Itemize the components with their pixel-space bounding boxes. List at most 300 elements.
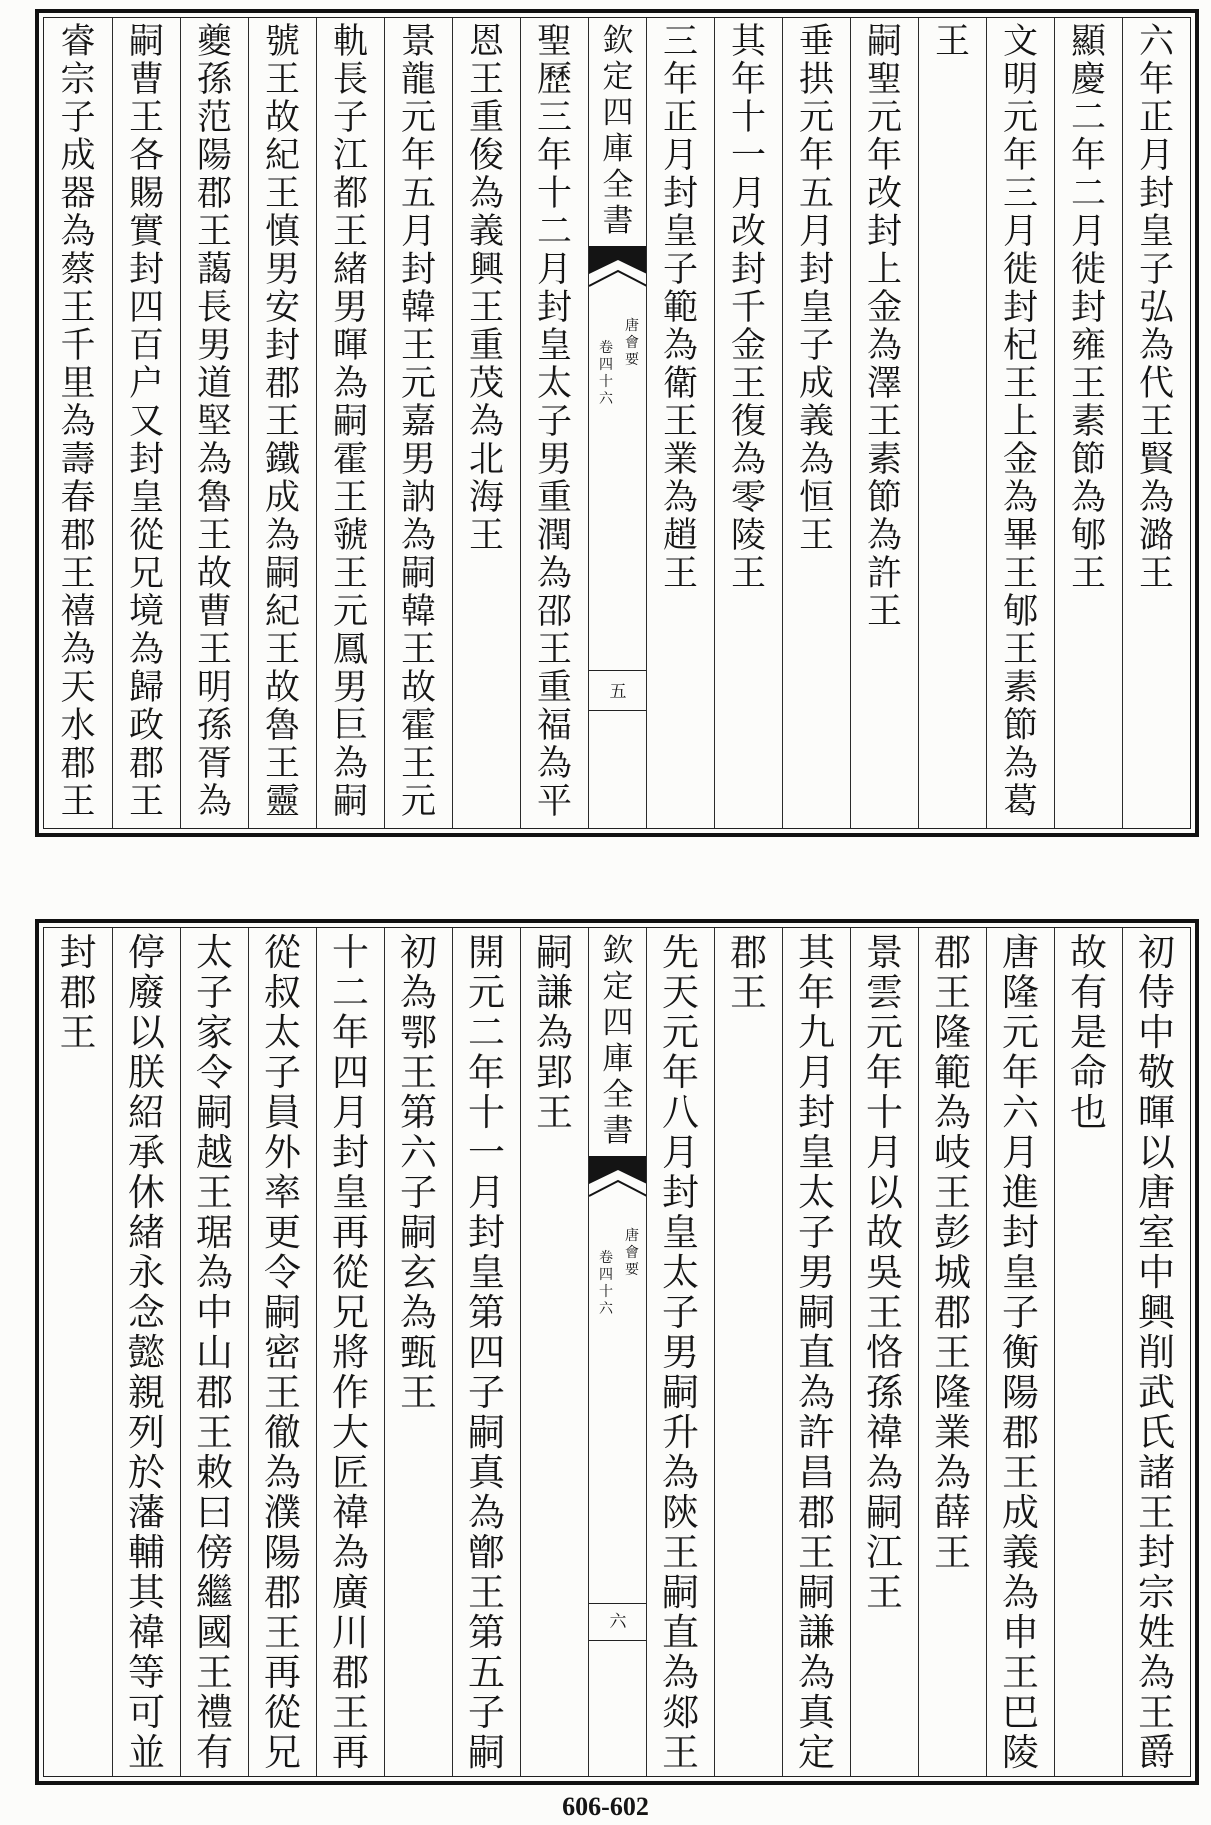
glyph: 元 (866, 1011, 903, 1054)
glyph: 顯 (1070, 22, 1106, 62)
glyph: 皇 (468, 1251, 505, 1294)
glyph: 傍 (196, 1531, 233, 1574)
text-column (112, 928, 180, 1776)
glyph: 郡 (332, 1651, 369, 1694)
glyph: 密 (264, 1331, 301, 1374)
glyph: 王 (866, 1571, 903, 1614)
glyph: 郡 (730, 931, 767, 974)
glyph: 王 (1002, 364, 1038, 404)
glyph: 歸 (128, 668, 164, 708)
glyph: 六 (599, 1301, 613, 1317)
glyph: 令 (264, 1251, 301, 1294)
glyph: 開 (468, 931, 505, 974)
glyph: 年 (1070, 136, 1106, 176)
glyph: 唐 (1138, 1171, 1175, 1214)
glyph: 素 (1070, 402, 1106, 442)
glyph: 王 (934, 1171, 971, 1214)
glyph: 王 (1138, 554, 1174, 594)
glyph: 年 (1138, 60, 1174, 100)
banner-column (588, 18, 646, 828)
glyph: 五 (400, 174, 436, 214)
glyph: 月 (866, 1131, 903, 1174)
glyph: 郯 (662, 1691, 699, 1734)
glyph: 二 (1070, 174, 1106, 214)
glyph: 器 (60, 174, 96, 214)
glyph: 藹 (196, 250, 232, 290)
glyph: 年 (1002, 136, 1038, 176)
glyph: 暉 (1138, 1091, 1175, 1134)
glyph: 年 (798, 971, 835, 1014)
glyph: 澤 (866, 364, 902, 404)
leaf-number: 五 (609, 682, 627, 702)
glyph: 封 (730, 250, 766, 290)
glyph: 蔡 (60, 250, 96, 290)
glyph: 睿 (60, 22, 96, 62)
glyph: 慶 (1070, 60, 1106, 100)
glyph: 一 (730, 136, 766, 176)
glyph: 直 (662, 1611, 699, 1654)
glyph: 定 (798, 1731, 835, 1774)
glyph: 宗 (60, 60, 96, 100)
glyph: 敕 (196, 1451, 233, 1494)
glyph: 中 (196, 1291, 233, 1334)
glyph: 為 (866, 516, 902, 556)
glyph: 靈 (264, 782, 300, 822)
glyph: 以 (866, 1171, 903, 1214)
glyph: 十 (599, 374, 613, 390)
glyph: 子 (1002, 1291, 1039, 1334)
glyph: 聖 (866, 60, 902, 100)
glyph: 男 (332, 668, 368, 708)
glyph: 王 (1002, 630, 1038, 670)
glyph: 徙 (1002, 250, 1038, 290)
glyph: 封 (536, 288, 572, 328)
glyph: 王 (264, 1611, 301, 1654)
glyph: 政 (128, 706, 164, 746)
glyph: 紀 (264, 136, 300, 176)
glyph: 皇 (536, 326, 572, 366)
column-text (715, 23, 782, 593)
glyph: 道 (196, 364, 232, 404)
glyph: 王 (264, 60, 300, 100)
glyph: 王 (468, 60, 504, 100)
glyph: 魯 (264, 706, 300, 746)
glyph: 唐 (625, 318, 639, 334)
glyph: 嗣 (866, 1491, 903, 1534)
text-column (714, 18, 782, 828)
glyph: 從 (264, 1691, 301, 1734)
glyph: 千 (730, 288, 766, 328)
glyph: 長 (196, 288, 232, 328)
banner-book-title (619, 318, 645, 369)
glyph: 六 (1138, 22, 1174, 62)
glyph: 胥 (196, 744, 232, 784)
glyph: 衛 (662, 364, 698, 404)
glyph: 陵 (730, 516, 766, 556)
glyph: 嗣 (264, 1291, 301, 1334)
glyph: 春 (60, 478, 96, 518)
glyph: 封 (866, 212, 902, 252)
glyph: 輔 (128, 1531, 165, 1574)
glyph: 重 (536, 478, 572, 518)
glyph: 水 (60, 706, 96, 746)
glyph: 全 (602, 1077, 634, 1113)
text-column (1054, 928, 1122, 1776)
glyph: 元 (798, 98, 834, 138)
text-column (112, 18, 180, 828)
glyph: 嗣 (468, 1731, 505, 1774)
banner-title (589, 23, 646, 239)
column-text (987, 23, 1054, 821)
glyph: 王 (866, 402, 902, 442)
glyph: 安 (264, 288, 300, 328)
glyph: 月 (1138, 136, 1174, 176)
glyph: 重 (468, 326, 504, 366)
glyph: 封 (128, 250, 164, 290)
column-text (851, 23, 918, 631)
glyph: 月 (798, 1051, 835, 1094)
glyph: 月 (798, 212, 834, 252)
glyph: 太 (196, 931, 233, 974)
column-text (521, 23, 588, 821)
glyph: 昌 (798, 1451, 835, 1494)
column-text (44, 933, 112, 1053)
column-text (453, 23, 520, 555)
glyph: 王 (264, 1371, 301, 1414)
glyph: 為 (662, 478, 698, 518)
column-text (1123, 23, 1190, 593)
glyph: 王 (1138, 1691, 1175, 1734)
glyph: 申 (1002, 1611, 1039, 1654)
glyph: 嗣 (332, 402, 368, 442)
glyph: 其 (128, 1571, 165, 1614)
glyph: 改 (730, 212, 766, 252)
glyph: 卷 (599, 1250, 613, 1266)
text-column (452, 18, 520, 828)
glyph: 年 (798, 136, 834, 176)
glyph: 岐 (934, 1131, 971, 1174)
glyph: 王 (400, 630, 436, 670)
glyph: 恪 (866, 1331, 903, 1374)
glyph: 王 (332, 1691, 369, 1734)
glyph: 唐 (1002, 931, 1039, 974)
glyph: 王 (934, 971, 971, 1014)
glyph: 王 (536, 630, 572, 670)
glyph: 上 (866, 250, 902, 290)
glyph: 故 (866, 1211, 903, 1254)
glyph: 暉 (332, 326, 368, 366)
glyph: 諸 (1138, 1451, 1175, 1494)
glyph: 有 (196, 1731, 233, 1774)
glyph: 郡 (60, 516, 96, 556)
glyph: 是 (1070, 1011, 1107, 1054)
glyph: 元 (1002, 98, 1038, 138)
glyph: 子 (1138, 250, 1174, 290)
banner-volume (593, 340, 619, 408)
glyph: 復 (730, 402, 766, 442)
glyph: 四 (599, 357, 613, 373)
lower-leaf (35, 919, 1199, 1785)
glyph: 皇 (1002, 1251, 1039, 1294)
glyph: 韓 (400, 592, 436, 632)
glyph: 景 (866, 931, 903, 974)
glyph: 重 (468, 98, 504, 138)
glyph: 皇 (798, 1131, 835, 1174)
glyph: 故 (264, 98, 300, 138)
column-text (385, 933, 452, 1413)
glyph: 三 (536, 98, 572, 138)
glyph: 故 (400, 668, 436, 708)
glyph: 故 (196, 554, 232, 594)
glyph: 天 (60, 668, 96, 708)
column-text (113, 933, 180, 1773)
glyph: 嗣 (400, 554, 436, 594)
fishtail-mark (589, 246, 646, 288)
glyph: 嗣 (798, 1571, 835, 1614)
glyph: 王 (196, 212, 232, 252)
glyph: 嗣 (400, 1211, 437, 1254)
glyph: 子 (332, 98, 368, 138)
text-column (180, 928, 248, 1776)
glyph: 直 (798, 1331, 835, 1374)
glyph: 川 (332, 1611, 369, 1654)
glyph: 郡 (196, 174, 232, 214)
glyph: 為 (866, 1451, 903, 1494)
glyph: 節 (1070, 440, 1106, 480)
column-text (919, 933, 986, 1573)
glyph: 為 (468, 1491, 505, 1534)
glyph: 孫 (866, 1371, 903, 1414)
glyph: 子 (536, 402, 572, 442)
glyph: 外 (264, 1131, 301, 1174)
glyph: 八 (662, 1091, 699, 1134)
glyph: 元 (866, 98, 902, 138)
glyph: 為 (730, 440, 766, 480)
text-column (1122, 928, 1190, 1776)
glyph: 為 (1002, 744, 1038, 784)
fishtail-mark (589, 1156, 646, 1198)
glyph: 孫 (196, 706, 232, 746)
glyph: 年 (1002, 1051, 1039, 1094)
glyph: 許 (866, 554, 902, 594)
glyph: 為 (866, 326, 902, 366)
glyph: 年 (662, 1051, 699, 1094)
text-column (986, 928, 1054, 1776)
leaf-number: 六 (609, 1612, 627, 1632)
glyph: 王 (264, 744, 300, 784)
upper-leaf-frame (43, 17, 1191, 829)
glyph: 為 (1002, 1571, 1039, 1614)
glyph: 月 (536, 250, 572, 290)
glyph: 龍 (400, 60, 436, 100)
glyph: 欽 (602, 23, 634, 59)
column-text (647, 23, 714, 593)
glyph: 節 (866, 478, 902, 518)
glyph: 陽 (196, 136, 232, 176)
glyph: 聖 (536, 22, 572, 62)
glyph: 元 (662, 1011, 699, 1054)
glyph: 休 (128, 1171, 165, 1214)
glyph: 興 (1138, 1291, 1175, 1334)
glyph: 山 (196, 1331, 233, 1374)
text-column (248, 928, 316, 1776)
glyph: 海 (468, 478, 504, 518)
glyph: 王 (400, 744, 436, 784)
glyph: 為 (1138, 478, 1174, 518)
glyph: 十 (866, 1091, 903, 1134)
glyph: 明 (1002, 60, 1038, 100)
glyph: 以 (128, 1011, 165, 1054)
glyph: 再 (332, 1211, 369, 1254)
glyph: 越 (196, 1131, 233, 1174)
glyph: 隆 (934, 1371, 971, 1414)
glyph: 弘 (1138, 288, 1174, 328)
glyph: 百 (128, 326, 164, 366)
glyph: 第 (468, 1611, 505, 1654)
glyph: 王 (400, 326, 436, 366)
glyph: 實 (128, 212, 164, 252)
glyph: 鄂 (400, 1011, 437, 1054)
glyph: 子 (264, 1051, 301, 1094)
glyph: 封 (59, 931, 97, 974)
glyph: 王 (662, 554, 698, 594)
glyph: 月 (468, 1171, 505, 1214)
text-column (986, 18, 1054, 828)
glyph: 皇 (332, 1171, 369, 1214)
glyph: 封 (798, 250, 834, 290)
glyph: 江 (866, 1531, 903, 1574)
glyph: 男 (196, 326, 232, 366)
glyph: 郡 (798, 1491, 835, 1534)
glyph: 子 (662, 250, 698, 290)
banner-book-title (619, 1228, 645, 1279)
glyph: 並 (128, 1731, 165, 1774)
glyph: 為 (332, 1531, 369, 1574)
glyph: 王 (934, 1331, 971, 1374)
glyph: 將 (332, 1331, 369, 1374)
glyph: 四 (128, 288, 164, 328)
glyph: 為 (1002, 478, 1038, 518)
glyph: 國 (196, 1611, 233, 1654)
glyph: 年 (866, 1051, 903, 1094)
text-column (44, 928, 112, 1776)
glyph: 作 (332, 1371, 369, 1414)
upper-leaf (35, 9, 1199, 837)
column-text (317, 933, 384, 1773)
glyph: 從 (264, 931, 301, 974)
glyph: 四 (602, 95, 634, 131)
glyph: 十 (599, 1284, 613, 1300)
text-column (714, 928, 782, 1776)
glyph: 成 (798, 364, 834, 404)
glyph: 皇 (798, 288, 834, 328)
glyph: 禕 (128, 1611, 165, 1654)
glyph: 王 (332, 478, 368, 518)
glyph: 文 (1002, 22, 1038, 62)
glyph: 王 (128, 98, 164, 138)
banner-rule (589, 670, 646, 671)
glyph: 陽 (1002, 1371, 1039, 1414)
glyph: 也 (1070, 1091, 1107, 1134)
glyph: 王 (1070, 364, 1106, 404)
text-column (384, 928, 452, 1776)
text-column (918, 18, 986, 828)
glyph: 元 (468, 971, 505, 1014)
glyph: 封 (468, 1211, 505, 1254)
glyph: 改 (866, 174, 902, 214)
glyph: 號 (264, 22, 300, 62)
column-text (715, 933, 782, 1013)
glyph: 更 (264, 1211, 301, 1254)
glyph: 明 (196, 668, 232, 708)
glyph: 元 (400, 98, 436, 138)
glyph: 賢 (1138, 440, 1174, 480)
glyph: 懿 (128, 1331, 165, 1374)
glyph: 境 (128, 592, 164, 632)
glyph: 福 (536, 706, 572, 746)
glyph: 嗣 (264, 554, 300, 594)
glyph: 先 (662, 931, 699, 974)
glyph: 俊 (468, 136, 504, 176)
glyph: 訥 (400, 478, 436, 518)
text-column (1122, 18, 1190, 828)
glyph: 家 (196, 1011, 233, 1054)
glyph: 江 (332, 136, 368, 176)
glyph: 徹 (264, 1411, 301, 1454)
glyph: 雲 (866, 971, 903, 1014)
glyph: 恒 (798, 478, 834, 518)
glyph: 堅 (196, 402, 232, 442)
glyph: 天 (662, 971, 699, 1014)
glyph: 成 (60, 136, 96, 176)
glyph: 郡 (934, 931, 971, 974)
column-text (453, 933, 520, 1773)
column-text (385, 23, 452, 821)
glyph: 嗣 (196, 1091, 233, 1134)
glyph: 侍 (1138, 971, 1175, 1014)
glyph: 零 (730, 478, 766, 518)
glyph: 親 (128, 1371, 165, 1414)
glyph: 十 (730, 98, 766, 138)
text-column (520, 18, 588, 828)
glyph: 為 (798, 440, 834, 480)
glyph: 郢 (536, 1051, 573, 1094)
glyph: 太 (536, 364, 572, 404)
glyph: 金 (730, 326, 766, 366)
glyph: 為 (196, 782, 232, 822)
glyph: 會 (625, 1245, 639, 1261)
glyph: 為 (1138, 1651, 1175, 1694)
glyph: 年 (866, 136, 902, 176)
glyph: 義 (468, 212, 504, 252)
glyph: 為 (332, 364, 368, 404)
glyph: 王 (264, 174, 300, 214)
text-column (452, 928, 520, 1776)
glyph: 兄 (332, 1291, 369, 1334)
glyph: 陵 (1002, 1731, 1039, 1774)
glyph: 代 (1138, 364, 1174, 404)
glyph: 緒 (128, 1211, 165, 1254)
column-text (919, 23, 986, 61)
glyph: 封 (662, 174, 698, 214)
glyph: 業 (934, 1411, 971, 1454)
glyph: 王 (798, 516, 834, 556)
glyph: 承 (128, 1131, 165, 1174)
glyph: 鐵 (264, 440, 300, 480)
glyph: 成 (1002, 1491, 1039, 1534)
glyph: 叔 (264, 971, 301, 1014)
glyph: 為 (400, 1291, 437, 1334)
